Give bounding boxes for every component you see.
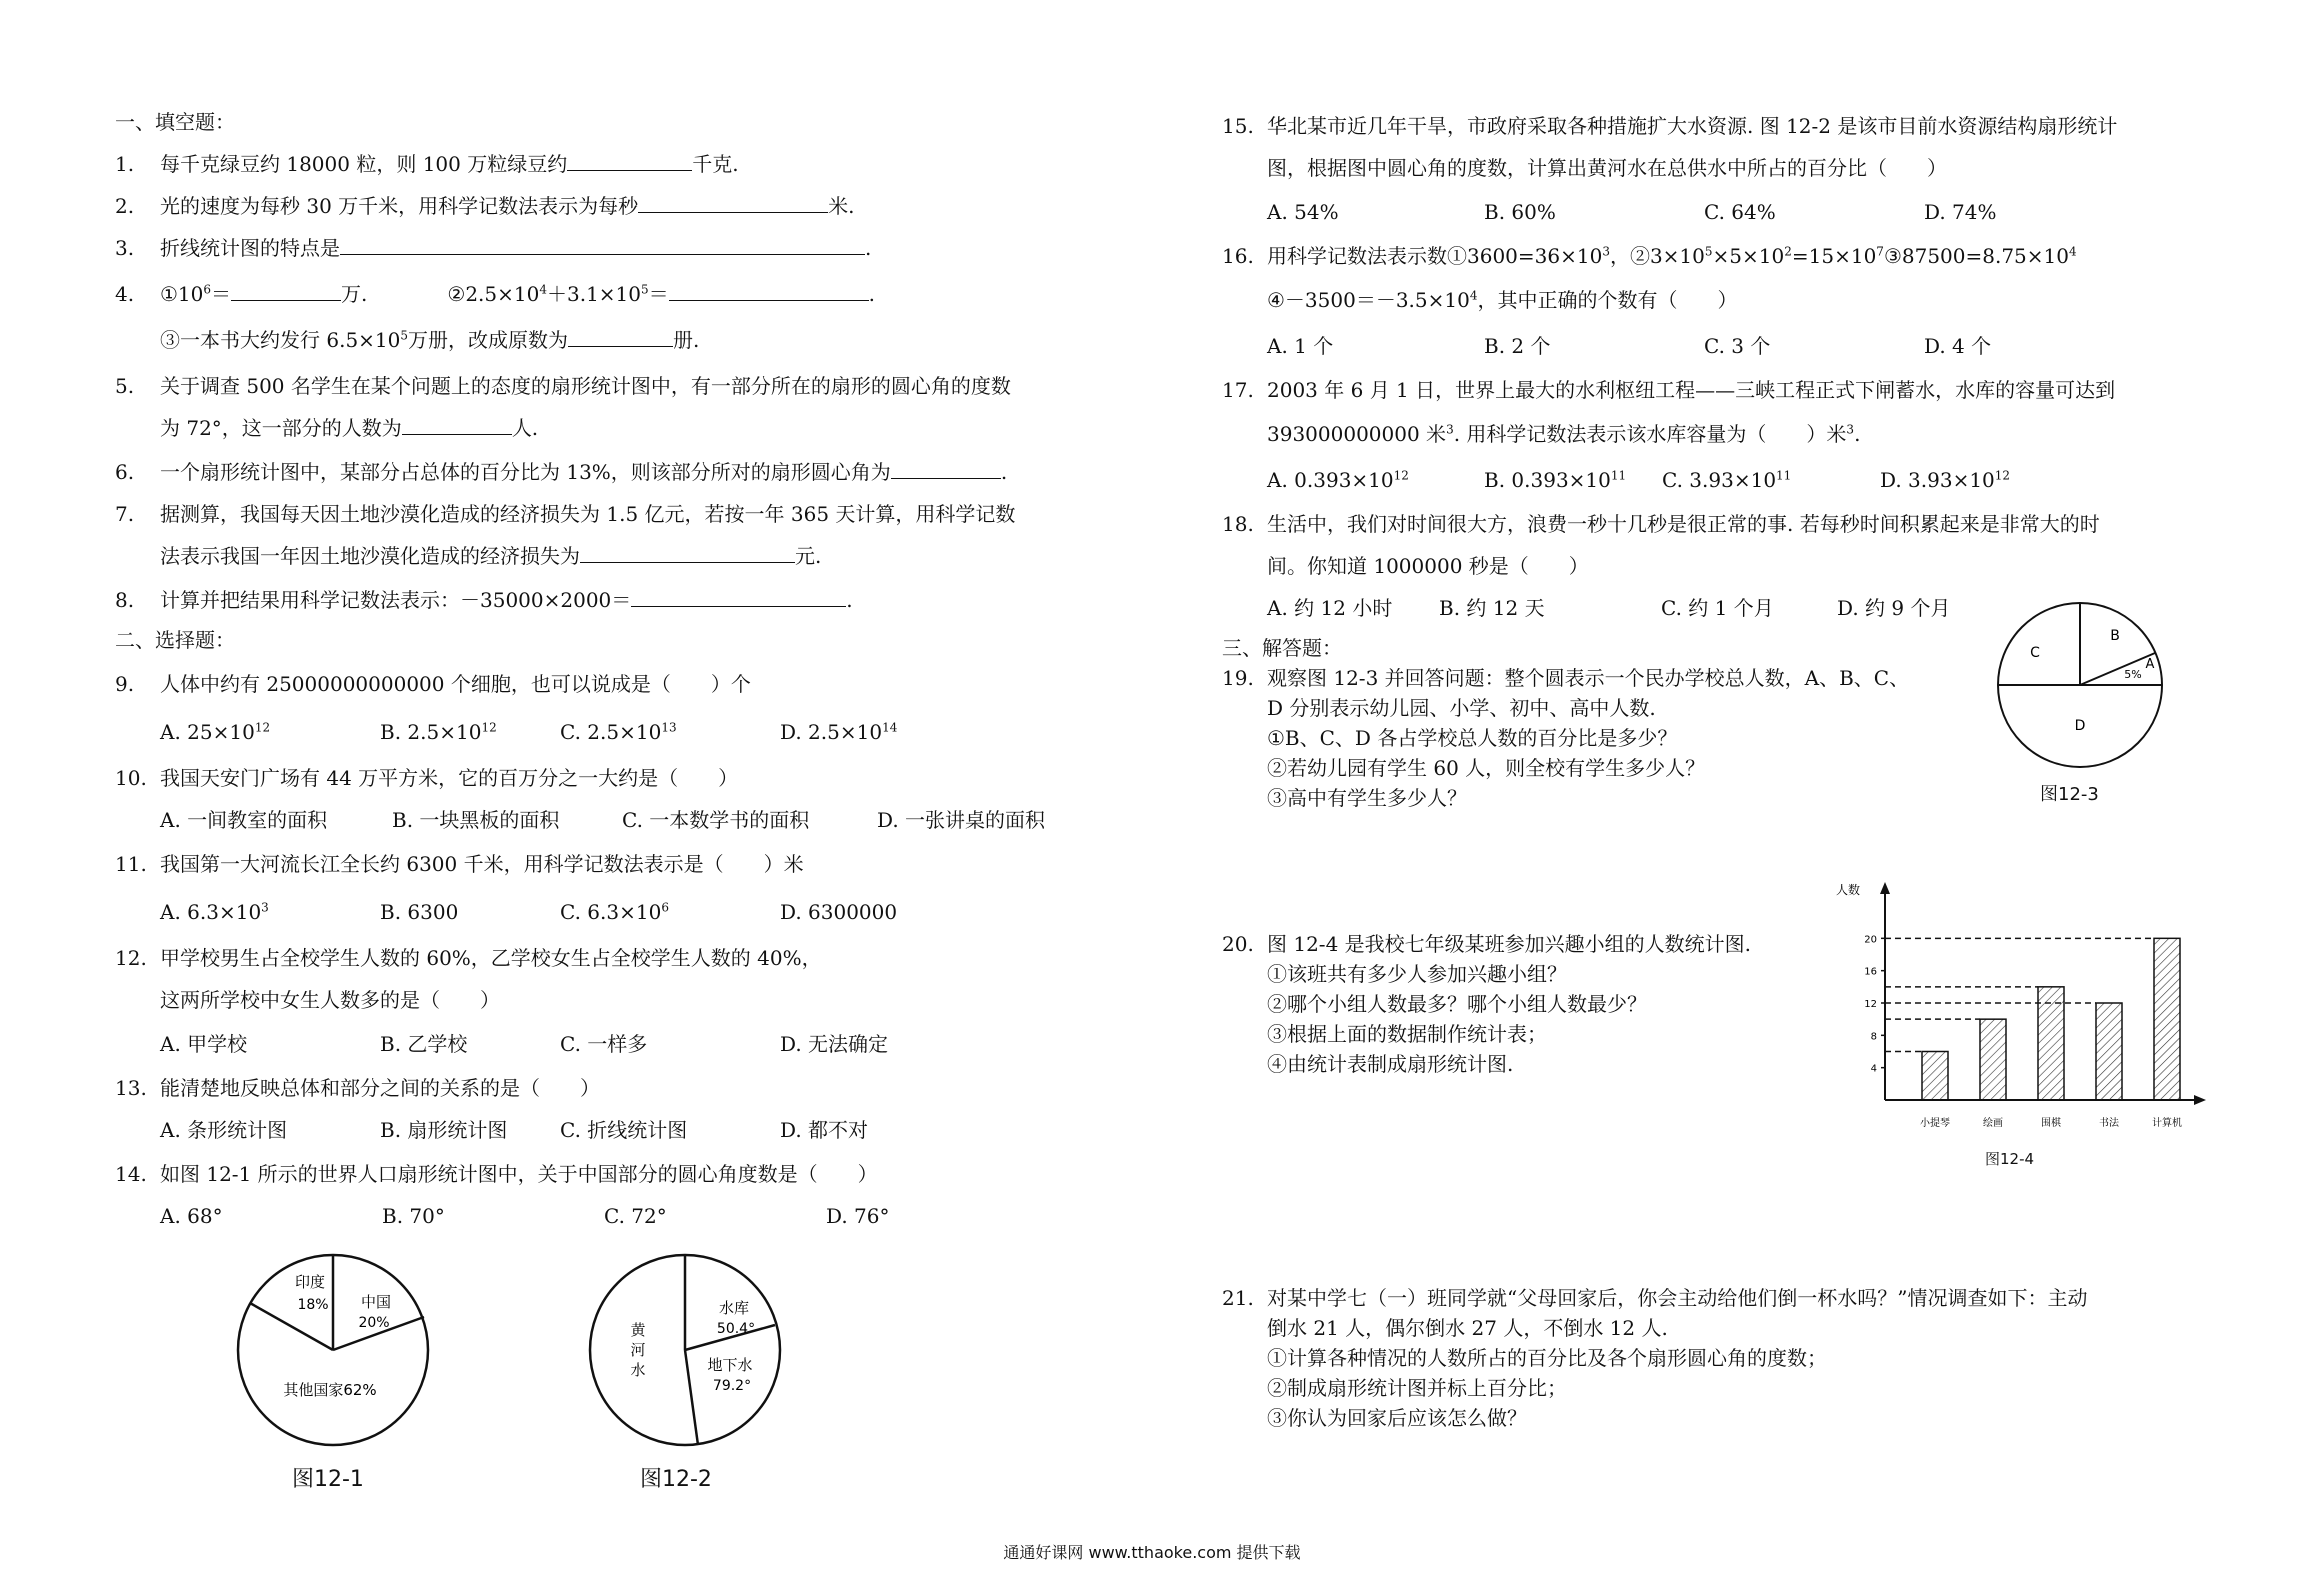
y-tick-label: 4 xyxy=(1870,1063,1877,1075)
figure-12-1-pie xyxy=(228,1245,438,1455)
label-yellow-2: 河 xyxy=(630,1341,646,1359)
question-19-part3: ③高中有学生多少人？ xyxy=(1267,786,1467,810)
option-d[interactable]: D. 无法确定 xyxy=(780,1032,889,1056)
bar xyxy=(1922,1052,1948,1101)
question-12-options xyxy=(115,1030,888,1058)
section-multiple-choice: 二、选择题： xyxy=(115,628,235,652)
question-14: 14. 如图 12-1 所示的世界人口扇形统计图中，关于中国部分的圆心角度数是（ ） xyxy=(115,1162,878,1186)
question-15-cont: 图，根据图中圆心角的度数，计算出黄河水在总供水中所占的百分比（ ） xyxy=(1267,156,1947,180)
label-a: A xyxy=(2145,657,2155,672)
question-17-cont: 393000000000 米$^3$. 用科学记数法表示该水库容量为（ ）米$^3$. xyxy=(1267,422,1861,446)
answer-blank[interactable] xyxy=(638,194,828,213)
question-17: 17. 2003 年 6 月 1 日，世界上最大的水利枢纽工程——三峡工程正式下闸蓄水，水库的容量可达到 xyxy=(1222,378,2116,402)
option-b[interactable]: B. 乙学校 xyxy=(380,1032,468,1056)
label-ground: 地下水 xyxy=(707,1356,753,1374)
x-tick-label: 小提琴 xyxy=(1920,1118,1950,1129)
label-b: B xyxy=(2110,628,2120,644)
answer-blank[interactable] xyxy=(340,236,865,255)
label-yellow-3: 水 xyxy=(630,1361,646,1379)
option-d[interactable]: D. 76° xyxy=(826,1204,890,1228)
question-12-cont: 这两所学校中女生人数多的是（ ） xyxy=(160,988,500,1012)
x-tick-label: 书法 xyxy=(2099,1118,2119,1129)
y-tick-label: 16 xyxy=(1864,966,1877,978)
option-a[interactable]: A. 68° xyxy=(160,1204,223,1228)
question-9: 9. 人体中约有 25000000000000 个细胞，也可以说成是（ ）个 xyxy=(115,672,751,696)
option-c[interactable]: C. 3 个 xyxy=(1704,334,1771,358)
answer-blank[interactable] xyxy=(231,282,341,301)
y-tick-label: 20 xyxy=(1864,934,1877,946)
question-21-line2: 倒水 21 人，偶尔倒水 27 人，不倒水 12 人. xyxy=(1267,1316,1668,1340)
question-16-cont: $④-3500=-3.5\times 10^4$，其中正确的个数有（ ） xyxy=(1267,288,1738,312)
label-other: 其他国家62% xyxy=(283,1381,377,1399)
question-12: 12. 甲学校男生占全校学生人数的 60%，乙学校女生占全校学生人数的 40%， xyxy=(115,946,822,970)
option-a[interactable]: A. 约 12 小时 xyxy=(1267,596,1393,620)
answer-blank[interactable] xyxy=(580,544,795,563)
answer-blank[interactable] xyxy=(669,282,869,301)
question-16: 16. 用科学记数法表示数$①3600=36\times 10^3$，$②3\times 10^5\times 5\times 10^2=15\times 10^7③87500=8.75\times 10^4$ xyxy=(1222,244,2077,268)
question-13: 13. 能清楚地反映总体和部分之间的关系的是（ ） xyxy=(115,1076,600,1100)
figure-12-2-caption: 图12-2 xyxy=(640,1467,712,1492)
bar xyxy=(2038,987,2064,1100)
question-16-options xyxy=(1222,332,1991,360)
question-1: 1. 每千克绿豆约 18000 粒，则 100 万粒绿豆约 千克. xyxy=(115,152,739,176)
option-d[interactable]: D. 6300000 xyxy=(780,900,898,924)
option-c[interactable]: C. $2.5\times 10^{13}$ xyxy=(560,720,677,744)
answer-blank[interactable] xyxy=(402,416,512,435)
figure-12-3-pie xyxy=(1990,595,2170,775)
option-d[interactable]: D. 都不对 xyxy=(780,1118,869,1142)
option-a[interactable]: A. 54% xyxy=(1267,200,1339,224)
question-3: 3. 折线统计图的特点是 . xyxy=(115,236,872,260)
question-14-options xyxy=(115,1202,890,1230)
question-10-options xyxy=(115,806,1045,834)
label-china-pct: 20% xyxy=(358,1315,390,1331)
question-5-cont: 为 72°，这一部分的人数为 人. xyxy=(160,416,539,440)
label-c: C xyxy=(2030,645,2040,661)
option-a[interactable]: A. 条形统计图 xyxy=(160,1118,288,1142)
question-21-part1: ①计算各种情况的人数所占的百分比及各个扇形圆心角的度数； xyxy=(1267,1346,1827,1370)
question-15: 15. 华北某市近几年干旱，市政府采取各种措施扩大水资源. 图 12-2 是该市目前水资源结构扇形统计 xyxy=(1222,114,2118,138)
answer-blank[interactable] xyxy=(568,328,673,347)
footer-credit: 通通好课网 www.tthaoke.com 提供下载 xyxy=(1003,1543,1301,1562)
section-fill-blank: 一、填空题： xyxy=(115,110,235,134)
label-ground-val: 79.2° xyxy=(712,1378,752,1394)
option-d[interactable]: D. $2.5\times 10^{14}$ xyxy=(780,720,898,744)
option-c[interactable]: C. $6.3\times 10^6$ xyxy=(560,900,669,924)
option-a[interactable]: A. $6.3\times 10^3$ xyxy=(160,900,269,924)
question-7: 7. 据测算，我国每天因土地沙漠化造成的经济损失为 1.5 亿元，若按一年 365 天计算，用科学记数 xyxy=(115,502,1016,526)
question-20-part2: ②哪个小组人数最多？哪个小组人数最少？ xyxy=(1267,992,1647,1016)
label-reservoir-val: 50.4° xyxy=(716,1321,756,1337)
question-9-options xyxy=(115,718,897,746)
label-yellow-1: 黄 xyxy=(630,1321,646,1339)
x-tick-label: 绘画 xyxy=(1983,1118,2003,1129)
option-b[interactable]: B. 扇形统计图 xyxy=(380,1118,508,1142)
question-4-part3: ③一本书大约发行 $6.5\times 10^5$万册，改成原数为 册. xyxy=(160,328,700,352)
option-c[interactable]: C. 一本数学书的面积 xyxy=(622,808,810,832)
question-4: 4. $①10^6=$ 万. $②2.5\times 10^4+3.1\times 10^5=$ . xyxy=(115,282,875,306)
question-20-part1: ①该班共有多少人参加兴趣小组？ xyxy=(1267,962,1567,986)
figure-12-4-caption: 图12-4 xyxy=(1985,1150,2035,1168)
y-tick-label: 12 xyxy=(1864,999,1877,1010)
question-20-part4: ④由统计表制成扇形统计图. xyxy=(1267,1052,1514,1076)
label-india: 印度 xyxy=(294,1273,326,1291)
answer-blank[interactable] xyxy=(567,152,692,171)
option-c[interactable]: C. $3.93\times 10^{11}$ xyxy=(1662,468,1792,492)
question-7-cont: 法表示我国一年因土地沙漠化造成的经济损失为 元. xyxy=(160,544,822,568)
option-a[interactable]: A. 一间教室的面积 xyxy=(160,808,328,832)
label-china: 中国 xyxy=(360,1293,392,1311)
label-d: D xyxy=(2074,718,2086,734)
answer-blank[interactable] xyxy=(891,460,1001,479)
option-b[interactable]: B. 2 个 xyxy=(1484,334,1551,358)
figure-12-3-caption: 图12-3 xyxy=(2040,784,2099,805)
question-21-part2: ②制成扇形统计图并标上百分比； xyxy=(1267,1376,1567,1400)
option-c[interactable]: C. 约 1 个月 xyxy=(1661,596,1774,620)
question-19-part1: ①B、C、D 各占学校总人数的百分比是多少？ xyxy=(1267,726,1678,750)
x-tick-label: 计算机 xyxy=(2152,1118,2182,1129)
y-tick-label: 8 xyxy=(1870,1031,1877,1043)
question-20-part3: ③根据上面的数据制作统计表； xyxy=(1267,1022,1547,1046)
question-11-options xyxy=(115,898,897,926)
question-19: 19. 观察图 12-3 并回答问题：整个圆表示一个民办学校总人数，A、B、C、 xyxy=(1222,666,1910,690)
option-d[interactable]: D. 4 个 xyxy=(1924,334,1992,358)
option-d[interactable]: D. 74% xyxy=(1924,200,1997,224)
label-india-pct: 18% xyxy=(297,1297,329,1313)
y-axis-label: 人数 xyxy=(1836,883,1861,897)
question-13-options xyxy=(115,1116,868,1144)
option-b[interactable]: B. 6300 xyxy=(380,900,459,924)
option-b[interactable]: B. $2.5\times 10^{12}$ xyxy=(380,720,497,744)
option-a[interactable]: A. 甲学校 xyxy=(160,1032,248,1056)
option-c[interactable]: C. 64% xyxy=(1704,200,1776,224)
question-20: 20. 图 12-4 是我校七年级某班参加兴趣小组的人数统计图. xyxy=(1222,932,1752,956)
question-8: 8. 计算并把结果用科学记数法表示：－35000×2000＝ . xyxy=(115,588,853,612)
option-d[interactable]: D. 约 9 个月 xyxy=(1837,596,1951,620)
question-17-options xyxy=(1222,466,2010,494)
figure-12-4-bar-chart xyxy=(1830,878,2210,1168)
option-c[interactable]: C. 一样多 xyxy=(560,1032,648,1056)
question-18: 18. 生活中，我们对时间很大方，浪费一秒十几秒是很正常的事. 若每秒时间积累起来是非常大的时 xyxy=(1222,512,2100,536)
x-tick-label: 围棋 xyxy=(2041,1118,2061,1129)
question-18-cont: 间。你知道 1000000 秒是（ ） xyxy=(1267,554,1589,578)
label-a-pct: 5% xyxy=(2124,668,2142,681)
question-11: 11. 我国第一大河流长江全长约 6300 千米，用科学记数法表示是（ ）米 xyxy=(115,852,804,876)
figure-12-1-caption: 图12-1 xyxy=(292,1467,364,1492)
option-a[interactable]: A. 1 个 xyxy=(1267,334,1334,358)
option-b[interactable]: B. 70° xyxy=(382,1204,445,1228)
option-c[interactable]: C. 折线统计图 xyxy=(560,1118,688,1142)
question-5: 5. 关于调查 500 名学生在某个问题上的态度的扇形统计图中，有一部分所在的扇形的圆心角的度数 xyxy=(115,374,1011,398)
option-b[interactable]: B. 约 12 天 xyxy=(1439,596,1545,620)
question-19-part2: ②若幼儿园有学生 60 人，则全校有学生多少人？ xyxy=(1267,756,1706,780)
bar xyxy=(2154,938,2180,1100)
question-21-part3: ③你认为回家后应该怎么做？ xyxy=(1267,1406,1527,1430)
figure-12-2-pie xyxy=(580,1245,790,1455)
question-19-line2: D 分别表示幼儿园、小学、初中、高中人数. xyxy=(1267,696,1656,720)
answer-blank[interactable] xyxy=(631,588,846,607)
option-a[interactable]: A. $0.393\times 10^{12}$ xyxy=(1267,468,1409,492)
question-15-options xyxy=(1222,198,1997,226)
bar xyxy=(2096,1003,2122,1100)
option-a[interactable]: A. $25\times 10^{12}$ xyxy=(160,720,271,744)
question-21: 21. 对某中学七（一）班同学就“父母回家后，你会主动给他们倒一杯水吗？”情况调查如下：主动 xyxy=(1222,1286,2088,1310)
question-6: 6. 一个扇形统计图中，某部分占总体的百分比为 13%，则该部分所对的扇形圆心角为 . xyxy=(115,460,1008,484)
option-c[interactable]: C. 72° xyxy=(604,1204,667,1228)
option-b[interactable]: B. $0.393\times 10^{11}$ xyxy=(1484,468,1627,492)
question-2: 2. 光的速度为每秒 30 万千米，用科学记数法表示为每秒 米. xyxy=(115,194,855,218)
question-10: 10. 我国天安门广场有 44 万平方米，它的百万分之一大约是（ ） xyxy=(115,766,739,790)
option-d[interactable]: D. $3.93\times 10^{12}$ xyxy=(1880,468,2011,492)
section-answers: 三、解答题： xyxy=(1222,636,1342,660)
bar xyxy=(1980,1019,2006,1100)
question-18-options xyxy=(1222,594,1950,622)
label-reservoir: 水库 xyxy=(718,1299,750,1317)
option-b[interactable]: B. 60% xyxy=(1484,200,1556,224)
option-b[interactable]: B. 一块黑板的面积 xyxy=(392,808,560,832)
option-d[interactable]: D. 一张讲桌的面积 xyxy=(877,808,1046,832)
